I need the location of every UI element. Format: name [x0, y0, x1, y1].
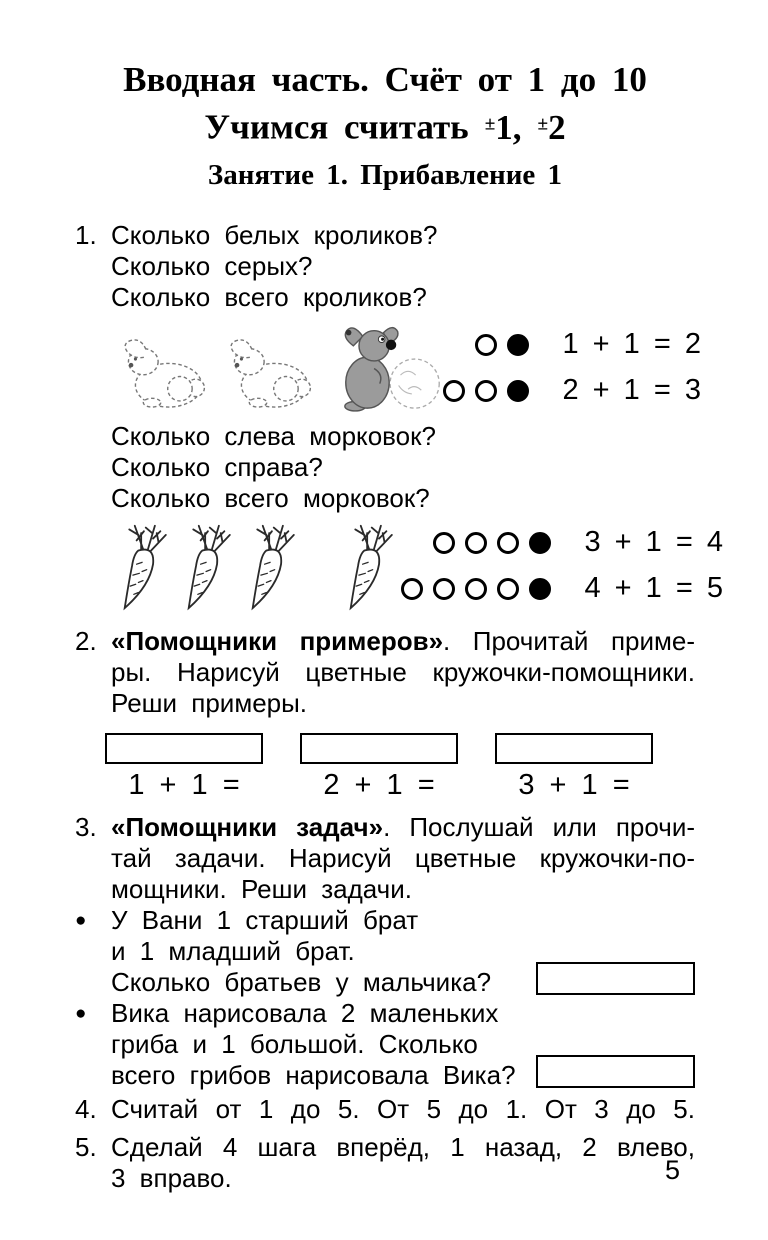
task-3-line-1: «Помощники задач». Послушай или прочи- — [111, 811, 695, 842]
problem-1-line-3: Сколько братьев у мальчика? — [111, 966, 492, 997]
lesson-subtitle: Занятие 1. Прибавление 1 — [207, 158, 563, 191]
equation-label: 1 + 1 = — [128, 768, 240, 801]
problem-2-line-1: Вика нарисовала 2 маленьких — [111, 997, 499, 1028]
task-1-number: 1. — [75, 219, 97, 250]
title-line-2-text: Учимся считать — [204, 107, 469, 147]
gray-rabbit-image — [325, 323, 443, 413]
question-carrots-left: Сколько слева морковок? — [111, 420, 436, 451]
task-2-line-2: ры. Нарисуй цветные кружочки-помощники. — [111, 656, 695, 687]
carrot-image — [239, 518, 303, 614]
task-3-line-3: мощники. Реши задачи. — [111, 873, 412, 904]
equation-row — [443, 328, 701, 361]
task-3 — [75, 812, 695, 905]
task-3-number: 3. — [75, 811, 97, 842]
page-number: 5 — [664, 1155, 680, 1185]
bullet-icon: ● — [75, 1002, 87, 1024]
task-2 — [75, 626, 695, 719]
equation-label: 3 + 1 = 4 — [584, 526, 723, 559]
example-cell — [105, 733, 263, 802]
empty-circle-icon — [433, 532, 455, 554]
empty-circle-icon — [465, 578, 487, 600]
bullet-icon: ● — [75, 909, 87, 931]
empty-circle-icon — [497, 578, 519, 600]
question-carrots-total: Сколько всего морковок? — [111, 482, 430, 513]
page-title-line-2 — [75, 102, 695, 150]
problem-1-line-1: У Вани 1 старший брат — [111, 904, 419, 935]
task-2-number: 2. — [75, 625, 97, 656]
answer-box[interactable] — [105, 733, 263, 764]
task-4 — [75, 1094, 695, 1125]
filled-circle-icon — [507, 334, 529, 356]
counting-dots — [443, 380, 529, 402]
answer-box[interactable] — [536, 1055, 695, 1088]
empty-circle-icon — [433, 578, 455, 600]
white-rabbit-image — [217, 333, 313, 413]
plus-minus-one — [485, 108, 522, 147]
plus-minus-sign: ± — [484, 113, 496, 134]
task-5-line-1: Сделай 4 шага вперёд, 1 назад, 2 влево, — [111, 1131, 695, 1162]
white-rabbit-image — [111, 333, 207, 413]
example-cell — [495, 733, 653, 802]
task-2-line-3: Реши примеры. — [111, 687, 308, 718]
word-problem-1 — [75, 905, 695, 998]
empty-circle-icon — [465, 532, 487, 554]
carrot-image — [175, 518, 239, 614]
page-header — [75, 58, 695, 194]
carrot-image — [111, 518, 175, 614]
empty-circle-icon — [475, 380, 497, 402]
question-gray-rabbits: Сколько серых? — [111, 250, 313, 281]
task-4-text: Считай от 1 до 5. От 5 до 1. От 3 до 5. — [111, 1093, 695, 1124]
task-4-number: 4. — [75, 1093, 97, 1124]
equation-label: 4 + 1 = 5 — [584, 572, 723, 605]
counting-dots — [401, 578, 551, 600]
question-total-rabbits: Сколько всего кроликов? — [111, 281, 427, 312]
problem-2-line-2: гриба и 1 большой. Сколько — [111, 1028, 478, 1059]
carrot-image — [337, 518, 401, 614]
task-2-title: «Помощники примеров» — [111, 625, 444, 656]
problem-2-line-3: всего грибов нарисовала Вика? — [111, 1059, 516, 1090]
word-problem-2 — [75, 998, 695, 1091]
plus-minus-two — [538, 108, 566, 147]
equation-row — [401, 526, 723, 559]
empty-circle-icon — [443, 380, 465, 402]
task-5-line-2: 3 вправо. — [111, 1162, 232, 1193]
plus-minus-sign: ± — [537, 113, 549, 134]
empty-circle-icon — [475, 334, 497, 356]
filled-circle-icon — [529, 532, 551, 554]
empty-circle-icon — [401, 578, 423, 600]
carrot-images — [111, 518, 401, 614]
page-title-line-1: Вводная часть. Счёт от 1 до 10 — [123, 60, 647, 99]
equation-label: 1 + 1 = 2 — [562, 328, 701, 361]
equation-label: 2 + 1 = 3 — [562, 374, 701, 407]
task-5 — [75, 1132, 695, 1194]
question-white-rabbits: Сколько белых кроликов? — [111, 219, 438, 250]
equation-row — [401, 572, 723, 605]
counting-dots — [475, 334, 529, 356]
rabbits-figure — [111, 323, 701, 413]
carrots-figure — [111, 518, 723, 614]
answer-box[interactable] — [495, 733, 653, 764]
equation-label: 2 + 1 = — [323, 768, 435, 801]
task-2-line-1: «Помощники примеров». Прочитай приме- — [111, 625, 695, 656]
filled-circle-icon — [507, 380, 529, 402]
question-carrots-right: Сколько справа? — [111, 451, 323, 482]
answer-box[interactable] — [536, 962, 695, 995]
task-3-title: «Помощники задач» — [111, 811, 384, 842]
rabbit-images — [111, 323, 443, 413]
equation-row — [443, 374, 701, 407]
filled-circle-icon — [529, 578, 551, 600]
task-1 — [75, 219, 723, 618]
task-5-number: 5. — [75, 1131, 97, 1162]
empty-circle-icon — [497, 532, 519, 554]
example-answer-row — [105, 733, 653, 802]
equation-label: 3 + 1 = — [518, 768, 630, 801]
term-number: 2 — [548, 107, 566, 147]
counting-dots — [433, 532, 551, 554]
problem-1-line-2: и 1 младший брат. — [111, 935, 355, 966]
term-number: 1, — [495, 107, 522, 147]
task-3-line-2: тай задачи. Нарисуй цветные кружочки-по- — [111, 842, 695, 873]
answer-box[interactable] — [300, 733, 458, 764]
example-cell — [300, 733, 458, 802]
